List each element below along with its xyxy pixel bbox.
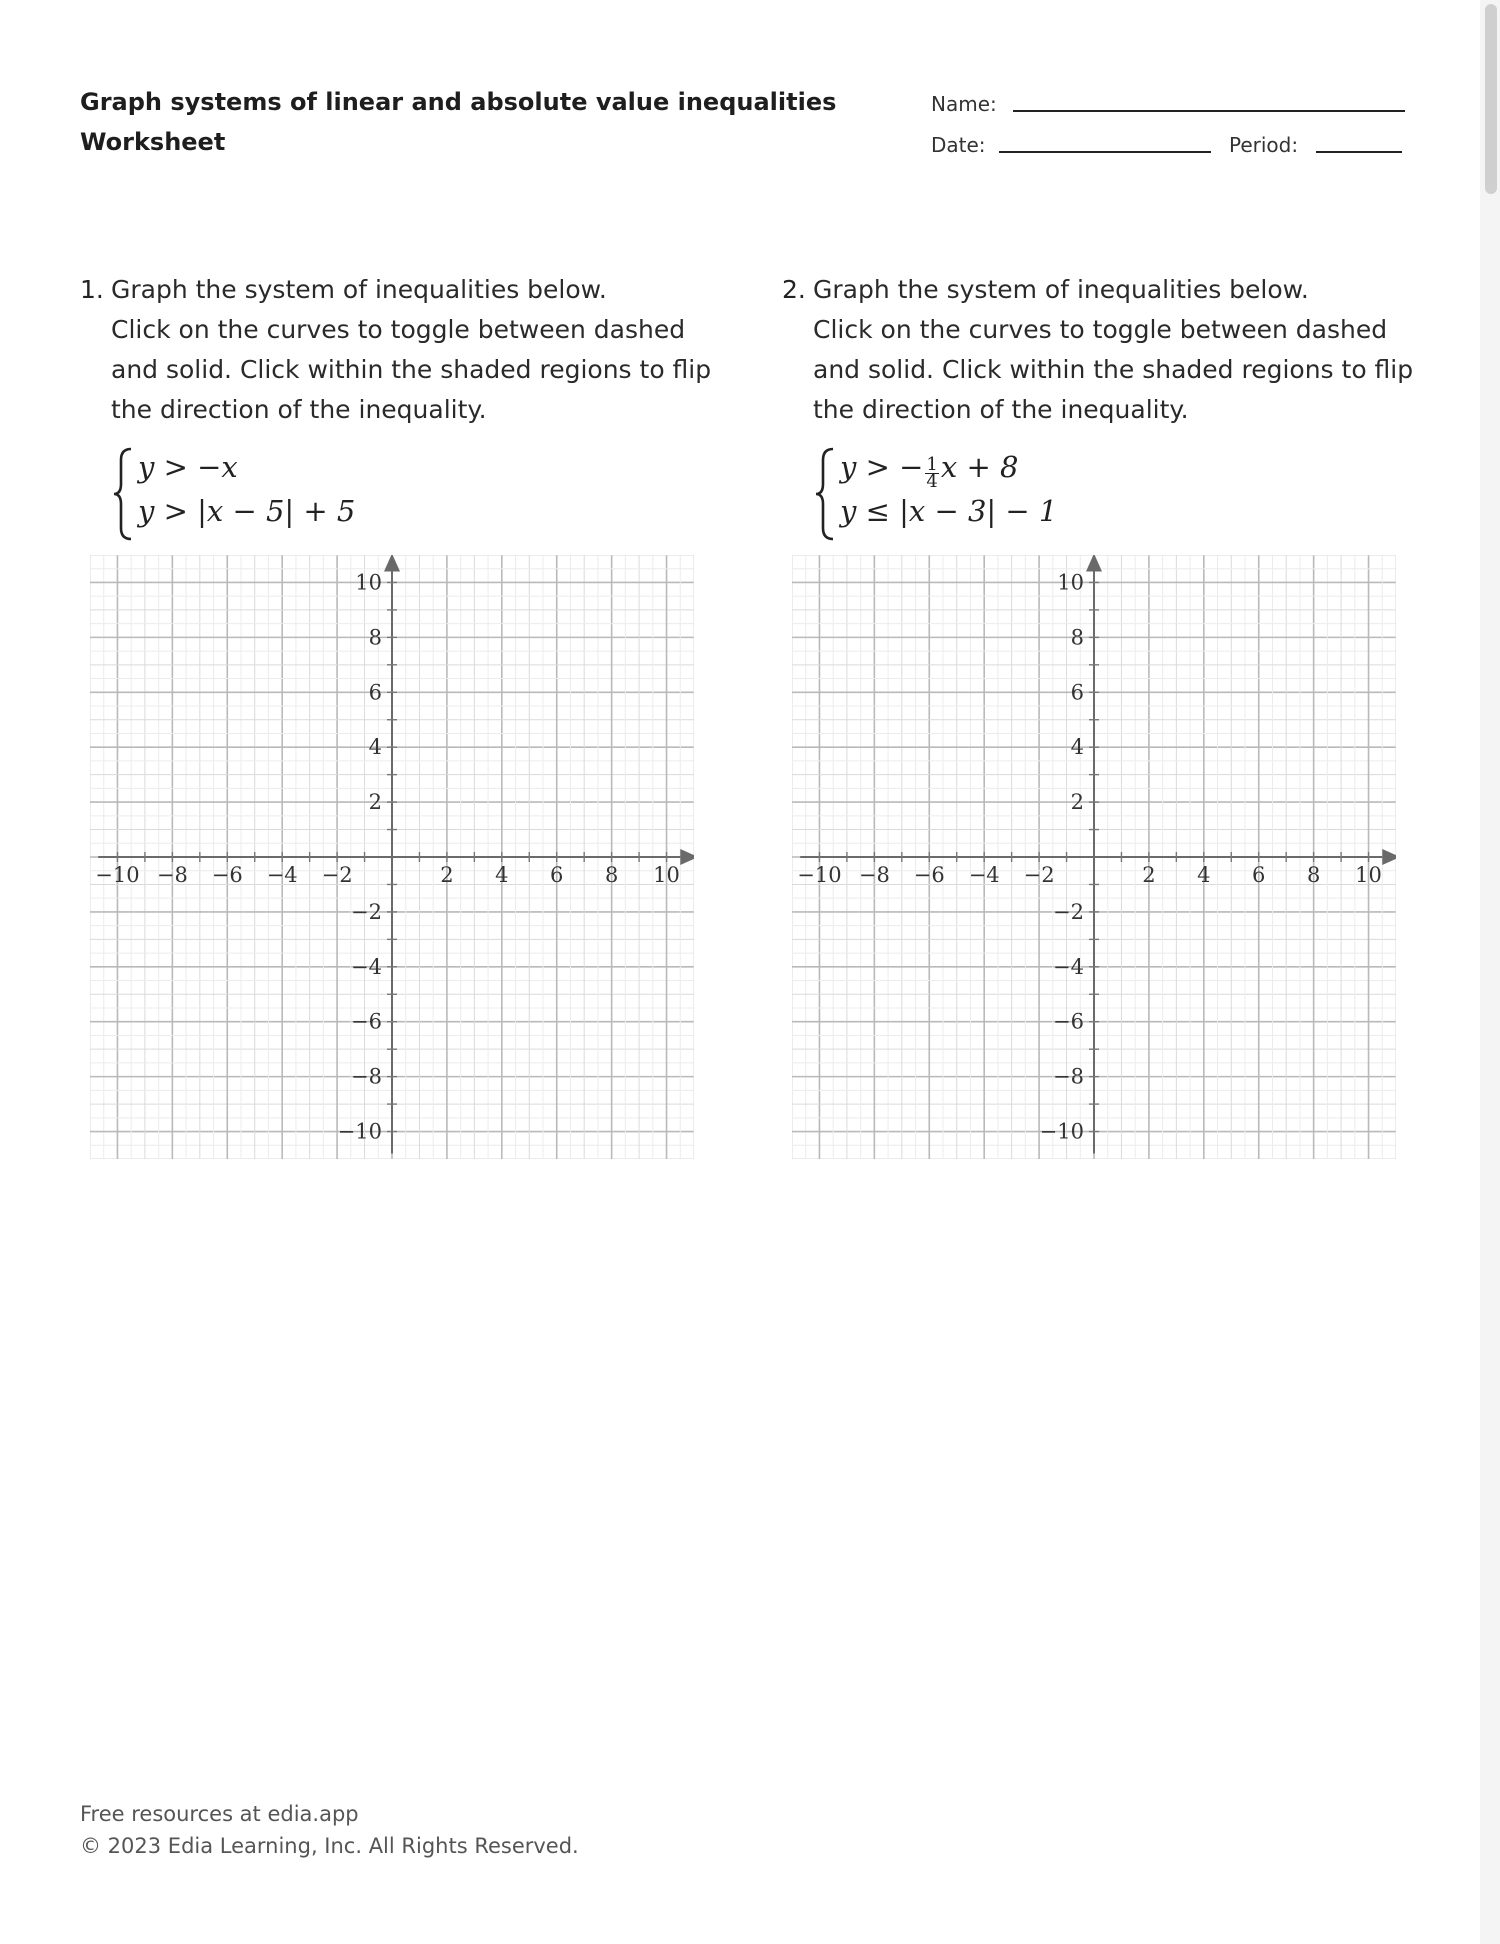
name-input-line[interactable] <box>1013 110 1405 112</box>
x-tick-label: −8 <box>858 863 890 887</box>
problem-number: 2. <box>782 275 806 304</box>
coordinate-grid-1[interactable] <box>90 555 694 1163</box>
y-axis-arrow-icon <box>384 555 400 571</box>
y-axis-arrow-icon <box>1086 555 1102 571</box>
fraction-numerator: 1 <box>926 454 938 475</box>
x-tick-label: −2 <box>321 863 353 887</box>
worksheet-title <box>80 82 836 162</box>
x-tick-label: 10 <box>1355 863 1382 887</box>
x-tick-label: −10 <box>797 863 842 887</box>
y-tick-label: −4 <box>1053 954 1084 979</box>
x-tick-label: 6 <box>550 863 564 887</box>
inequality-1: y > −x <box>138 450 238 484</box>
y-tick-label: −8 <box>351 1064 382 1089</box>
y-tick-label: −6 <box>351 1009 382 1034</box>
x-tick-label: 8 <box>604 863 619 887</box>
instruction-line: Graph the system of inequalities below. <box>813 275 1309 304</box>
x-tick-label: −4 <box>266 863 298 887</box>
instruction-line: the direction of the inequality. <box>813 395 1189 424</box>
inequality-2: y > |x − 5| + 5 <box>138 494 356 528</box>
eq-suffix: x + 8 <box>940 450 1019 484</box>
y-tick-label: −4 <box>351 954 382 979</box>
inequality-2: y ≤ |x − 3| − 1 <box>840 494 1058 528</box>
y-tick-label: 2 <box>1070 790 1084 815</box>
inequality-1 <box>840 450 1018 490</box>
y-tick-label: 2 <box>368 790 382 815</box>
y-tick-label: −10 <box>1039 1119 1084 1144</box>
problem-number: 1. <box>80 275 104 304</box>
x-tick-label: 2 <box>1142 863 1156 887</box>
instruction-line: the direction of the inequality. <box>111 395 487 424</box>
x-axis-arrow-icon <box>1382 849 1396 865</box>
inequality-system <box>111 446 471 542</box>
instruction-line: and solid. Click within the shaded regions to flip <box>111 355 712 384</box>
y-tick-label: 6 <box>368 680 382 705</box>
name-label: Name: <box>931 92 997 116</box>
x-tick-label: −2 <box>1023 863 1055 887</box>
x-tick-label: −4 <box>968 863 1000 887</box>
x-tick-label: 2 <box>440 863 454 887</box>
y-tick-label: 4 <box>368 735 382 760</box>
y-tick-label: 10 <box>1057 570 1084 595</box>
fraction-denominator: 4 <box>926 471 938 492</box>
y-tick-label: −6 <box>1053 1009 1084 1034</box>
x-axis-arrow-icon <box>680 849 694 865</box>
x-tick-label: −6 <box>211 863 243 887</box>
x-tick-label: 6 <box>1252 863 1266 887</box>
problem-1 <box>80 270 720 528</box>
instruction-line: Graph the system of inequalities below. <box>111 275 607 304</box>
y-tick-label: 10 <box>355 570 382 595</box>
brace-icon <box>813 446 837 542</box>
y-tick-label: 6 <box>1070 680 1084 705</box>
y-tick-label: 4 <box>1070 735 1084 760</box>
coordinate-grid-2[interactable] <box>792 555 1396 1163</box>
x-tick-label: 10 <box>653 863 680 887</box>
x-tick-label: −10 <box>95 863 140 887</box>
brace-icon <box>111 446 135 542</box>
instruction-line: Click on the curves to toggle between dashed <box>111 315 686 344</box>
footer-copyright: © 2023 Edia Learning, Inc. All Rights Reserved. <box>80 1834 579 1858</box>
grid-svg[interactable] <box>90 555 694 1159</box>
problem-instructions <box>111 270 720 430</box>
footer-resources: Free resources at edia.app <box>80 1802 359 1826</box>
date-input-line[interactable] <box>999 151 1211 153</box>
grid-svg[interactable] <box>792 555 1396 1159</box>
problem-instructions <box>813 270 1422 430</box>
title-line-2: Worksheet <box>80 128 226 156</box>
eq-prefix: y > − <box>840 450 924 484</box>
y-tick-label: −2 <box>351 899 382 924</box>
period-label: Period: <box>1229 133 1299 157</box>
scrollbar-thumb[interactable] <box>1485 4 1497 194</box>
fraction <box>925 454 938 492</box>
x-tick-label: 4 <box>1197 863 1211 887</box>
y-tick-label: 8 <box>368 625 382 650</box>
y-tick-label: −8 <box>1053 1064 1084 1089</box>
title-line-1: Graph systems of linear and absolute value inequalities <box>80 88 837 116</box>
scrollbar[interactable] <box>1480 0 1500 1944</box>
date-label: Date: <box>931 133 986 157</box>
inequality-system <box>813 446 1173 542</box>
x-tick-label: 8 <box>1306 863 1321 887</box>
y-tick-label: 8 <box>1070 625 1084 650</box>
problem-2 <box>782 270 1422 528</box>
period-input-line[interactable] <box>1316 151 1402 153</box>
y-tick-label: −10 <box>337 1119 382 1144</box>
footer <box>80 1798 579 1862</box>
x-tick-label: −6 <box>913 863 945 887</box>
x-tick-label: −8 <box>156 863 188 887</box>
instruction-line: and solid. Click within the shaded regions to flip <box>813 355 1414 384</box>
instruction-line: Click on the curves to toggle between dashed <box>813 315 1388 344</box>
x-tick-label: 4 <box>495 863 509 887</box>
y-tick-label: −2 <box>1053 899 1084 924</box>
